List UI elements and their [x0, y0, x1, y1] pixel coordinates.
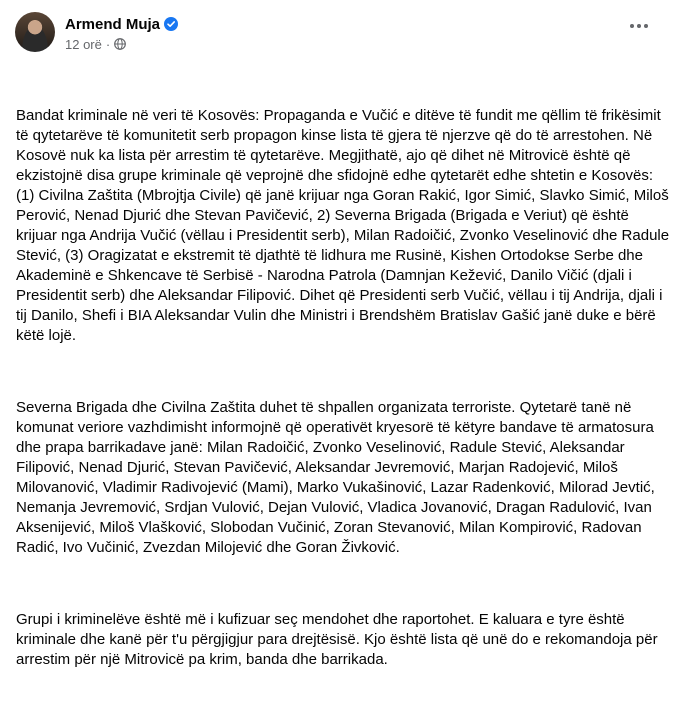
post-header	[15, 12, 655, 56]
post-time[interactable]: 12 orë	[65, 36, 102, 52]
post-body	[16, 66, 674, 722]
post-meta	[65, 36, 126, 52]
author-name-row	[65, 14, 178, 34]
meta-separator: ·	[105, 36, 111, 52]
post-paragraph-1: Bandat kriminale në veri të Kosovës: Propaganda e Vučić e ditëve të fundit me qëllim të frikësimit të qytetarëve të komunitetit serb propagon kinse lista të gjera të njerzve që do të arrestohen. Në Kosovë nuk ka lista për arrestim të qytetarëve. Megjithatë, ajo që dihet në Mitrovicë është që ekzistojnë disa grupe kriminale që veprojnë dhe sfidojnë edhe qytetarët edhe shtetin e Kosovës: (1) Civilna Zaštita (Mbrojtja Civile) që janë krijuar nga Goran Rakić, Igor Simić, Slavko Simić, Miloš Perović, Nenad Djurić dhe Stevan Pavičević, 2) Severna Brigada (Brigada e Veriut) që është krijuar nga Andrija Vučić (vëllau i Presidentit serb), Milan Radoičić, Zvonko Veselinović dhe Radule Stević, (3) Oragizatat e ekstremit të djathtë të lidhura me Rusinë, Kishen Ortodokse Serbe dhe Akademinë e Shkencave të Serbisë - Narodna Patrola (Damnjan Kežević, Danilo Vičić (djali i Presidentit serb) dhe Aleksandar Filipović. Dihet që Presidenti serb Vučić, vëllau i tij Andrija, djali i tij Danilo, Shefi i BIA Aleksandar Vulin dhe Ministri i Brendshëm Bratislav Gašić janë duke e bërë këtë lojë.	[16, 107, 674, 344]
post-paragraph-3: Grupi i kriminelëve është më i kufizuar seç mendohet dhe raportohet. E kaluara e tyre është kriminale dhe kanë për t'u përgjigjur para drejtësisë. Kjo është lista që unë do e rekomandoja për arrestim për një Mitrovicë pa krim, banda dhe barrikada.	[16, 611, 662, 668]
verified-badge-icon	[164, 17, 178, 31]
globe-icon[interactable]	[114, 38, 126, 50]
post-paragraph-2: Severna Brigada dhe Civilna Zaštita duhet të shpallen organizata terroriste. Qytetarë tanë në komunat veriore vazhdimisht informojnë që operativët kryesorë të këtyre bandave të armatosura dhe prapa barrikadave janë: Milan Radoičić, Zvonko Veselinović, Radule Stević, Aleksandar Filipović, Nenad Djurić, Stevan Pavičević, Aleksandar Jevremović, Marjan Radojević, Miloš Milovanović, Vladimir Radivojević (Mami), Marko Vukašinović, Lazar Radenković, Milorad Jevtić, Nemanja Jevremović, Srdjan Vulović, Dejan Vulović, Vladica Jovanović, Dragan Radulović, Ivan Aksenijević, Miloš Vlašković, Slobodan Vučinić, Zoran Stevanović, Milan Kompirović, Radovan Radić, Ivo Vučinić, Zvezdan Milojević dhe Goran Živković.	[16, 399, 659, 556]
author-avatar[interactable]	[15, 12, 55, 52]
more-options-icon[interactable]	[623, 16, 655, 36]
author-name[interactable]: Armend Muja	[65, 15, 161, 33]
